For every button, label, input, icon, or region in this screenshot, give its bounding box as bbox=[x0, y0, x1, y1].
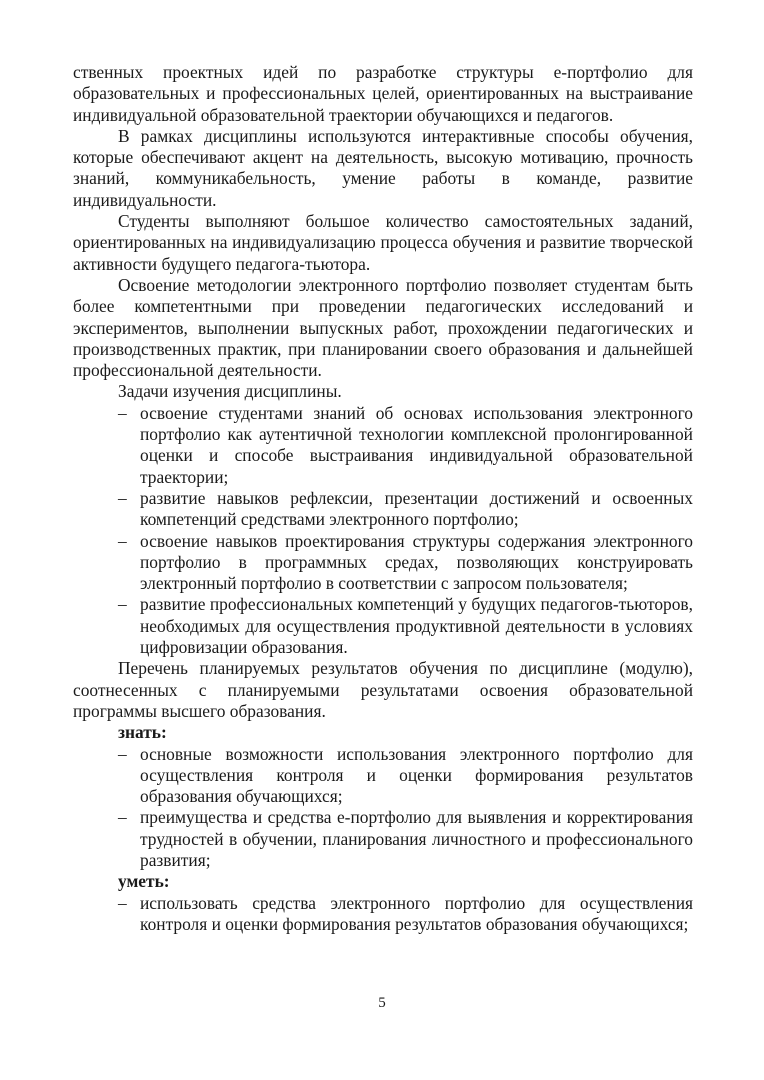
list-item: – использовать средства электронного портфолио для осуществления контроля и оценки формирования результатов образования обучающихся; bbox=[118, 892, 693, 934]
know-list bbox=[73, 744, 693, 872]
page-number: 5 bbox=[378, 995, 386, 1011]
list-item: – основные возможности использования электронного портфолио для осуществления контроля и оценки формирования результатов образования обучающихся; bbox=[118, 743, 693, 807]
paragraph: Перечень планируемых результатов обучения по дисциплине (модулю), соотнесенных с планируемыми результатами освоения образовательной программы высшего образования. bbox=[73, 658, 693, 721]
paragraph: Освоение методологии электронного портфолио позволяет студентам быть более компетентными при проведении педагогических исследований и экспериментов, выполнении выпускных работ, прохождении педагогических и производственных практик, при планировании своего образования и дальнейшей профессиональной деятельности. bbox=[73, 274, 693, 381]
list-item: – развитие навыков рефлексии, презентации достижений и освоенных компетенций средствами электронного портфолио; bbox=[118, 487, 693, 530]
list-item: – освоение навыков проектирования структуры содержания электронного портфолио в программных средах, позволяющих конструировать электронный портфолио в соответствии с запросом пользователя; bbox=[118, 530, 693, 594]
paragraph: В рамках дисциплины используются интерактивные способы обучения, которые обеспечивают акцент на деятельность, высокую мотивацию, прочность знаний, коммуникабельность, умение работы в команде, развитие индивидуальности. bbox=[73, 125, 693, 210]
tasks-heading: Задачи изучения дисциплины. bbox=[118, 381, 342, 402]
can-list bbox=[73, 893, 693, 936]
list-item: – преимущества и средства е-портфолио для выявления и корректирования трудностей в обучении, планирования личностного и профессионального развития; bbox=[118, 807, 693, 870]
can-heading: уметь: bbox=[118, 871, 170, 892]
list-item: – освоение студентами знаний об основах использования электронного портфолио как аутентичной технологии комплексной пролонгированной оценки и способе выстраивания индивидуальной образовательной траектории; bbox=[118, 402, 693, 487]
tasks-list bbox=[73, 403, 693, 659]
list-item: – развитие профессиональных компетенций у будущих педагогов-тьюторов, необходимых для осуществления продуктивной деятельности в условиях цифровизации образования. bbox=[118, 594, 693, 658]
paragraph: Студенты выполняют большое количество самостоятельных заданий, ориентированных на индивидуализацию процесса обучения и развитие творческой активности будущего педагога-тьютора. bbox=[73, 211, 693, 274]
know-heading: знать: bbox=[118, 722, 167, 743]
document-page bbox=[73, 62, 693, 935]
paragraph: ственных проектных идей по разработке структуры е-портфолио для образовательных и профессиональных целей, ориентированных на выстраивание индивидуальной образовательной траектории обучающихся и педагогов. bbox=[73, 62, 693, 125]
